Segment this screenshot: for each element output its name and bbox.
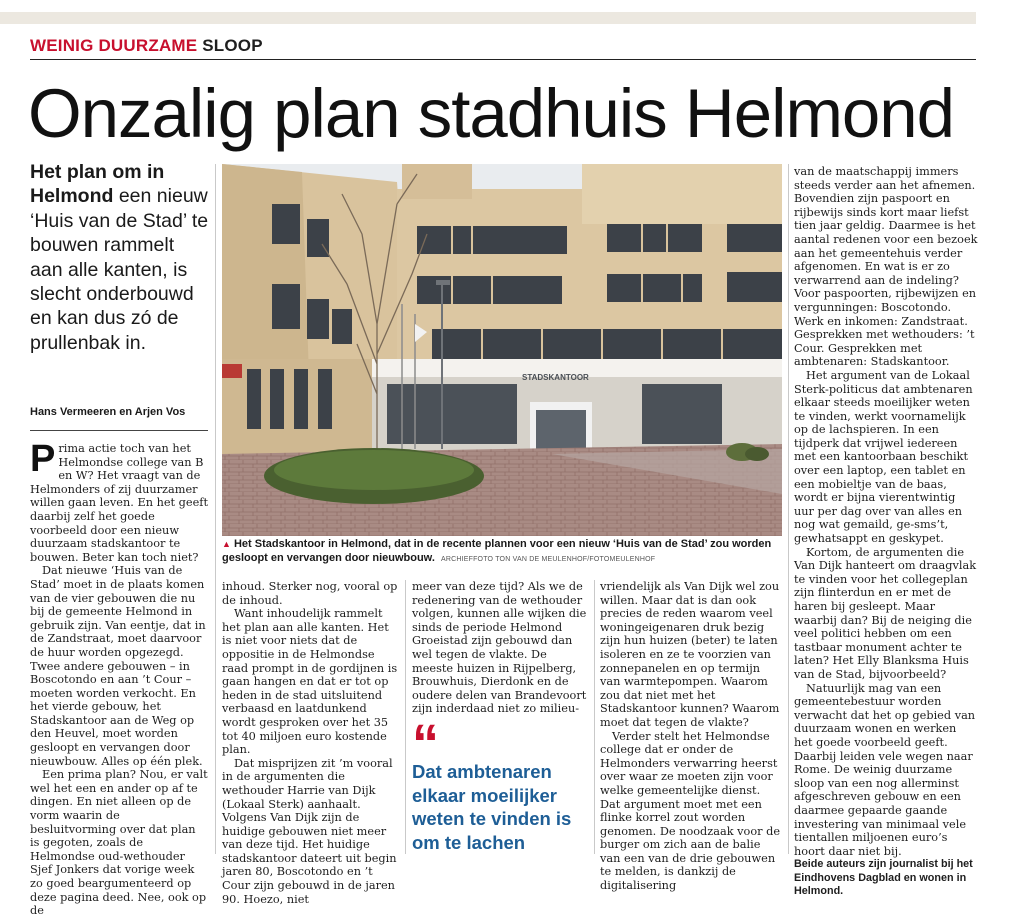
article-paragraph: Natuurlijk mag van een gemeentebestuur worden verwacht dat het op gebied van duurzaam wonen en werken het goede voorbeeld geeft. Daarbij leiden vele wegen naar Rome. De weinig duurzame sloop van een nog allerminst afgeschreven gebouw en een daarmee gepaarde gaande investering van minimaal vele tientallen miljoenen euro’s hoort daar niet bij. [794,681,976,858]
top-band [0,12,976,24]
pull-quote [412,724,590,854]
article-paragraph: meer van deze tijd? Als we de redenering van de wethouder volgen, kunnen alle wijken die sinds de periode Helmond Groeistad zijn gebouwd dan wel tegen de vlakte. De meeste huizen in Rijpelberg, Brouwhuis, Dierdonk en de oudere delen van Brandevoort zijn inderdaad niet zo milieu- [412,580,587,716]
building-sign: STADSKANTOOR [522,373,589,382]
article-paragraph [30,438,208,564]
article-column-5 [794,165,978,899]
article-paragraph: Een prima plan? Nou, er valt wel het een en ander op af te dingen. En niet alleen op de vorm waarin de besluitvorming over dat plan is gegoten, zoals de Helmondse oud-wethouder Sjef Jonkers dat vorige week zo goed beargumenteerd op deze pagina deed. Nee, ook op de [30,768,208,918]
column-divider [788,164,789,854]
intro-rest: een nieuw ‘Huis van de Stad’ te bouwen rammelt aan alle kanten, is slecht onderbouwd en kan dus zó de prullenbak in. [30,185,209,354]
drop-cap: P [30,438,56,480]
article-paragraph: Dat misprijzen zit ’m vooral in de argumenten die wethouder Harrie van Dijk (Lokaal Sterk) aanhaalt. Volgens Van Dijk zijn de huidige gebouwen niet meer van deze tijd. Het huidige stadskantoor dateert uit begin jaren 80, Boscotondo en ’t Cour zijn gebouwd in de jaren 90. Hoezo, niet [222,756,397,906]
intro-lead [30,160,210,355]
article-paragraph: van de maatschappij immers steeds verder aan het afnemen. Bovendien zijn paspoort en rijbewijs sinds kort maar liefst tien jaar geldig. Daarmee is het aantal redenen voor een bezoek aan het gemeentehuis verder afgenomen. En wat is er zo verwarrend aan de indeling? Voor paspoorten, rijbewijzen en vergunningen: Boscotondo. Werk en inkomen: Zandstraat. Gesprekken met wethouders: ’t Cour. Gesprekken met ambtenaren: Stadskantoor. [794,165,978,369]
caption-text: Het Stadskantoor in Helmond, dat in de recente plannen voor een nieuw ‘Huis van de Stad’ zou worden gesloopt en vervangen door nieuwbouw. [222,538,772,564]
author-bio: Beide auteurs zijn journalist bij het Eindhovens Dagblad en wonen in Helmond. [794,858,973,898]
column-divider [405,580,406,854]
quote-mark-icon: “ [412,724,439,758]
headline: Onzalig plan stadhuis Helmond [28,75,955,152]
intro-bold: Het plan om in Helmond [30,161,165,208]
photo-caption [222,538,782,566]
photo-credit: ARCHIEFFOTO TON VAN DE MEULENHOF/FOTOMEULENHOF [440,555,656,563]
section-kicker [30,36,263,56]
article-column-4 [600,580,782,893]
column-divider [594,580,595,854]
byline-rule [30,430,208,431]
article-column-3 [412,580,590,716]
article-paragraph: Verder stelt het Helmondse college dat er onder de Helmonders verwarring heerst over waar ze moeten zijn voor welke gemeentelijke dienst. Dat argument moet met een flinke korrel zout worden genomen. De noodzaak voor de burger om zich aan de balie van een van de drie gebouwen te melden, is dankzij de digitalisering [600,729,781,893]
article-paragraph: inhoud. Sterker nog, vooral op de inhoud. [222,580,398,607]
article-column-2 [222,580,400,906]
article-paragraph: Want inhoudelijk rammelt het plan aan alle kanten. Het is niet voor niets dat de oppositie in de Helmondse raad prompt in de gordijnen is gaan hangen en dat er tot op heden in de stad uitsluitend verbaasd en laatdunkend wordt gesproken over het 35 tot 40 miljoen euro kostende plan. [222,607,398,757]
kicker-dark-text: SLOOP [202,36,263,55]
kicker-rule [30,59,976,60]
pull-quote-text: Dat ambtenaren elkaar moeilijker weten te vinden is om te lachen [412,761,572,853]
byline: Hans Vermeeren en Arjen Vos [30,406,186,418]
stadskantoor-photo [222,164,782,536]
article-paragraph: Dat nieuwe ‘Huis van de Stad’ moet in de plaats komen van de vier gebouwen die nu bij de gemeente Helmond in gebruik zijn. Van eentje, dat in de Zandstraat, moet daarvoor de huur worden opgezegd. Twee andere gebouwen – in Boscotondo en aan ’t Cour – moeten worden verkocht. En het vierde gebouw, het Stadskantoor aan de Weg op den Heuvel, moet worden gesloopt en vervangen door nieuwbouw. Alles op één plek. [30,564,206,768]
caption-triangle-icon: ▲ [222,539,231,549]
article-paragraph: vriendelijk als Van Dijk wel zou willen. Maar dat is dan ook precies de reden waarom veel woningeigenaren druk bezig zijn hun huizen (beter) te laten isoleren en ze te voorzien van zonnepanelen en op termijn van warmtepompen. Waarom zou dat niet met het Stadskantoor kunnen? Waarom moet dat tegen de vlakte? [600,580,780,729]
article-paragraph: Het argument van de Lokaal Sterk-politicus dat ambtenaren elkaar steeds moeilijker weten te vinden, werkt voornamelijk op de lachspieren. In een tijdperk dat vrijwel iedereen met een kantoorbaan beschikt over een laptop, een tablet en een mobieltje van de baas, wordt er bijna vierentwintig uur per dag over van alles en nog wat gemaild, ge-sms’t, gewhatsappt en geskypet. [794,368,973,546]
kicker-red-text: WEINIG DUURZAME [30,36,198,55]
paragraph-text: rima actie toch van het Helmondse college van B en W? Het vraagt van de Helmonders of zij duurzamer willen gaan leven. En het geeft daarbij zelf het goede voorbeeld door een nieuw duurzaam stadskantoor te bouwen. Beter kan toch niet? [30,442,208,564]
article-column-1 [30,438,208,918]
column-divider [215,164,216,854]
article-paragraph: Kortom, de argumenten die Van Dijk hanteert om draagvlak te vinden voor het collegeplan zijn flinterdun en er met de haren bij gesleept. Maar waarbij dan? Bij de neiging die veel politici hebben om een tastbaar monument achter te laten? Het Elly Blanksma Huis van de Stad, bijvoorbeeld? [794,545,977,681]
